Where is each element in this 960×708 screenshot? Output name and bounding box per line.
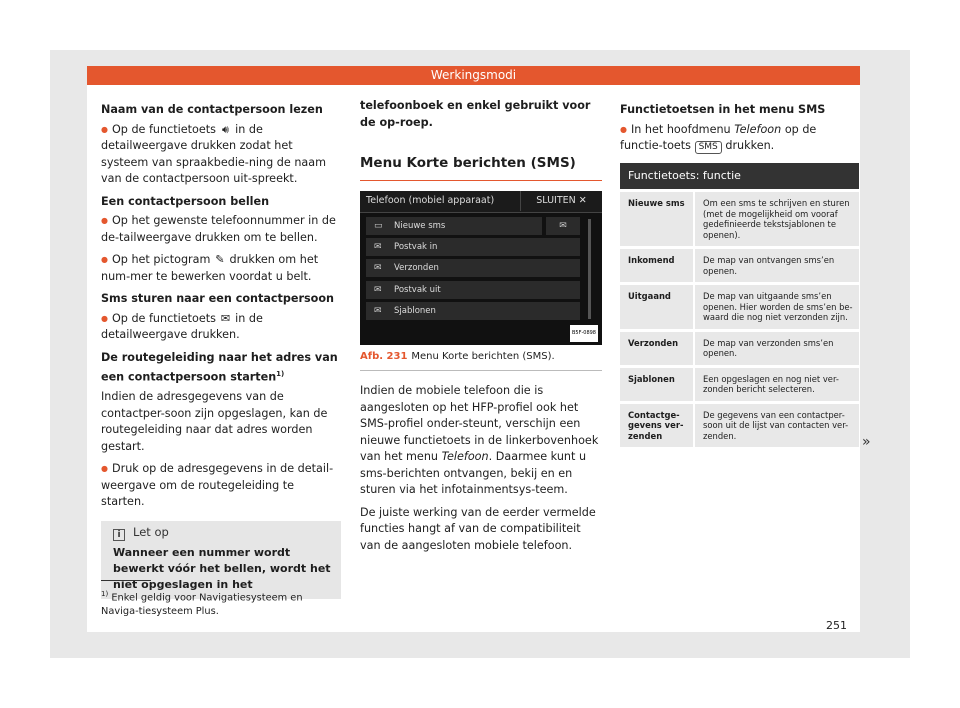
sms-menu-screenshot xyxy=(360,191,602,345)
footnote-divider xyxy=(101,580,151,581)
pencil-icon: ✎ xyxy=(215,253,225,266)
note-title: Let op xyxy=(133,524,169,539)
paragraph-sms-keys: ● In het hoofdmenu Telefoon op de functie-toets SMS drukken. xyxy=(620,122,860,155)
close-button[interactable]: SLUITEN ✕ xyxy=(520,191,602,211)
paragraph-sms-profile: Indien de mobiele telefoon die is aangesloten op het HFP-profiel ook het SMS-profiel onder-steunt, verschijn een nieuwe functietoets in de linkerbovenhoek van het menu Telefoon. Daarmee kunt u sms-berichten ontvangen, bekij en en sturen via het infotainmentsys-teem. xyxy=(360,384,599,496)
column-left xyxy=(101,98,341,599)
menu-item-sent[interactable]: ✉ Verzonden xyxy=(366,259,580,277)
menu-item-templates[interactable]: ✉ Sjablonen xyxy=(366,302,580,320)
table-row: Contactge-gevens ver-zenden De gegevens van een contactper-soon uit de lijst van contacten ver-zenden. xyxy=(620,402,859,447)
continued-marker: » xyxy=(862,434,871,450)
footnote-ref: 1) xyxy=(276,370,285,378)
table-row: Nieuwe sms Om een sms te schrijven en sturen (met de mogelijkheid om vooraf gedefinieerde tekstsjablonen te openen). xyxy=(620,191,859,248)
menu-item-outbox[interactable]: ✉ Postvak uit xyxy=(366,281,580,299)
section-title: Menu Korte berichten (SMS) xyxy=(360,155,602,181)
heading-send-sms: Sms sturen naar een contactpersoon xyxy=(101,292,334,305)
paragraph-route-start: ● Druk op de adresgegevens in de detail-weergave om de routegeleiding te starten. xyxy=(101,461,341,511)
chapter-header: Werkingsmodi xyxy=(87,66,860,85)
scrollbar[interactable] xyxy=(588,219,591,319)
new-sms-button[interactable] xyxy=(545,217,580,235)
paragraph-send-sms: ● Op de functietoets ✉ in de detailweergave drukken. xyxy=(101,311,341,344)
paragraph-compatibility: De juiste werking van de eerder vermelde functies hangt af van de compatibiliteit van de aangesloten mobiele telefoon. xyxy=(360,505,596,552)
envelope-icon: ✉ xyxy=(220,311,231,325)
table-row: Inkomend De map van ontvangen sms’en openen. xyxy=(620,248,859,284)
footnote: $^{1)}$ Enkel geldig voor Navigatiesysteem en Naviga-tiesysteem Plus. xyxy=(101,590,303,618)
function-keys-table xyxy=(620,163,859,448)
column-right xyxy=(620,98,860,447)
heading-sms-keys: Functietoetsen in het menu SMS xyxy=(620,103,826,116)
table-row: Verzonden De map van verzonden sms’en openen. xyxy=(620,330,859,366)
menu-item-inbox[interactable]: ✉ Postvak in xyxy=(366,238,580,256)
note-continuation: telefoonboek en enkel gebruikt voor de op-roep. xyxy=(360,99,591,129)
note-body: Wanneer een nummer wordt bewerkt vóór het bellen, wordt het niet opgeslagen in het xyxy=(113,545,331,591)
envelope-icon: ✉ xyxy=(374,262,382,273)
envelope-icon: ✉ xyxy=(374,241,382,252)
screen-title: Telefoon (mobiel apparaat) xyxy=(366,194,495,206)
table-row: Uitgaand De map van uitgaande sms’en openen. Hier worden de sms’en be-waard die nog niet verzonden zijn. xyxy=(620,284,859,331)
figure-caption: Afb. 231 Menu Korte berichten (SMS). xyxy=(360,345,602,372)
paragraph-read-name: ● Op de functietoets 🔊︎ in de detailweergave drukken zodat het systeem van spraakbedie-ning de naam van de contactpersoon uit-spreekt. xyxy=(101,122,341,188)
compose-icon: ▭ xyxy=(374,220,383,231)
envelope-icon: ✉ xyxy=(374,305,382,316)
heading-read-name: Naam van de contactpersoon lezen xyxy=(101,103,323,116)
paragraph-edit-number: ● Op het pictogram ✎ drukken om het num-mer te bewerken voordat u belt. xyxy=(101,252,341,285)
envelope-icon: ✉ xyxy=(374,284,382,295)
paragraph-call-contact: ● Op het gewenste telefoonnummer in de de-tailweergave drukken om te bellen. xyxy=(101,213,341,246)
envelope-icon: ✉ xyxy=(559,220,567,231)
sms-key: SMS xyxy=(695,141,722,154)
table-header: Functietoets: functie xyxy=(620,163,859,191)
speaker-icon: 🔊︎ xyxy=(222,122,230,136)
paragraph-route-address: Indien de adresgegevens van de contactper-soon zijn opgeslagen, kan de routegeleiding naar dat adres worden gestart. xyxy=(101,390,328,453)
heading-route-guidance: De routegeleiding naar het adres van een contactpersoon starten$^{1)}$ xyxy=(101,350,338,384)
info-icon: i xyxy=(113,529,125,541)
table-row: Sjablonen Een opgeslagen en nog niet ver-zonden bericht selecteren. xyxy=(620,366,859,402)
menu-item-new-sms[interactable]: ▭ Nieuwe sms xyxy=(366,217,542,235)
page-number: 251 xyxy=(826,619,847,632)
column-middle xyxy=(360,98,602,560)
heading-call-contact: Een contactpersoon bellen xyxy=(101,194,270,208)
figure-code: B5F-0898 xyxy=(570,325,598,342)
